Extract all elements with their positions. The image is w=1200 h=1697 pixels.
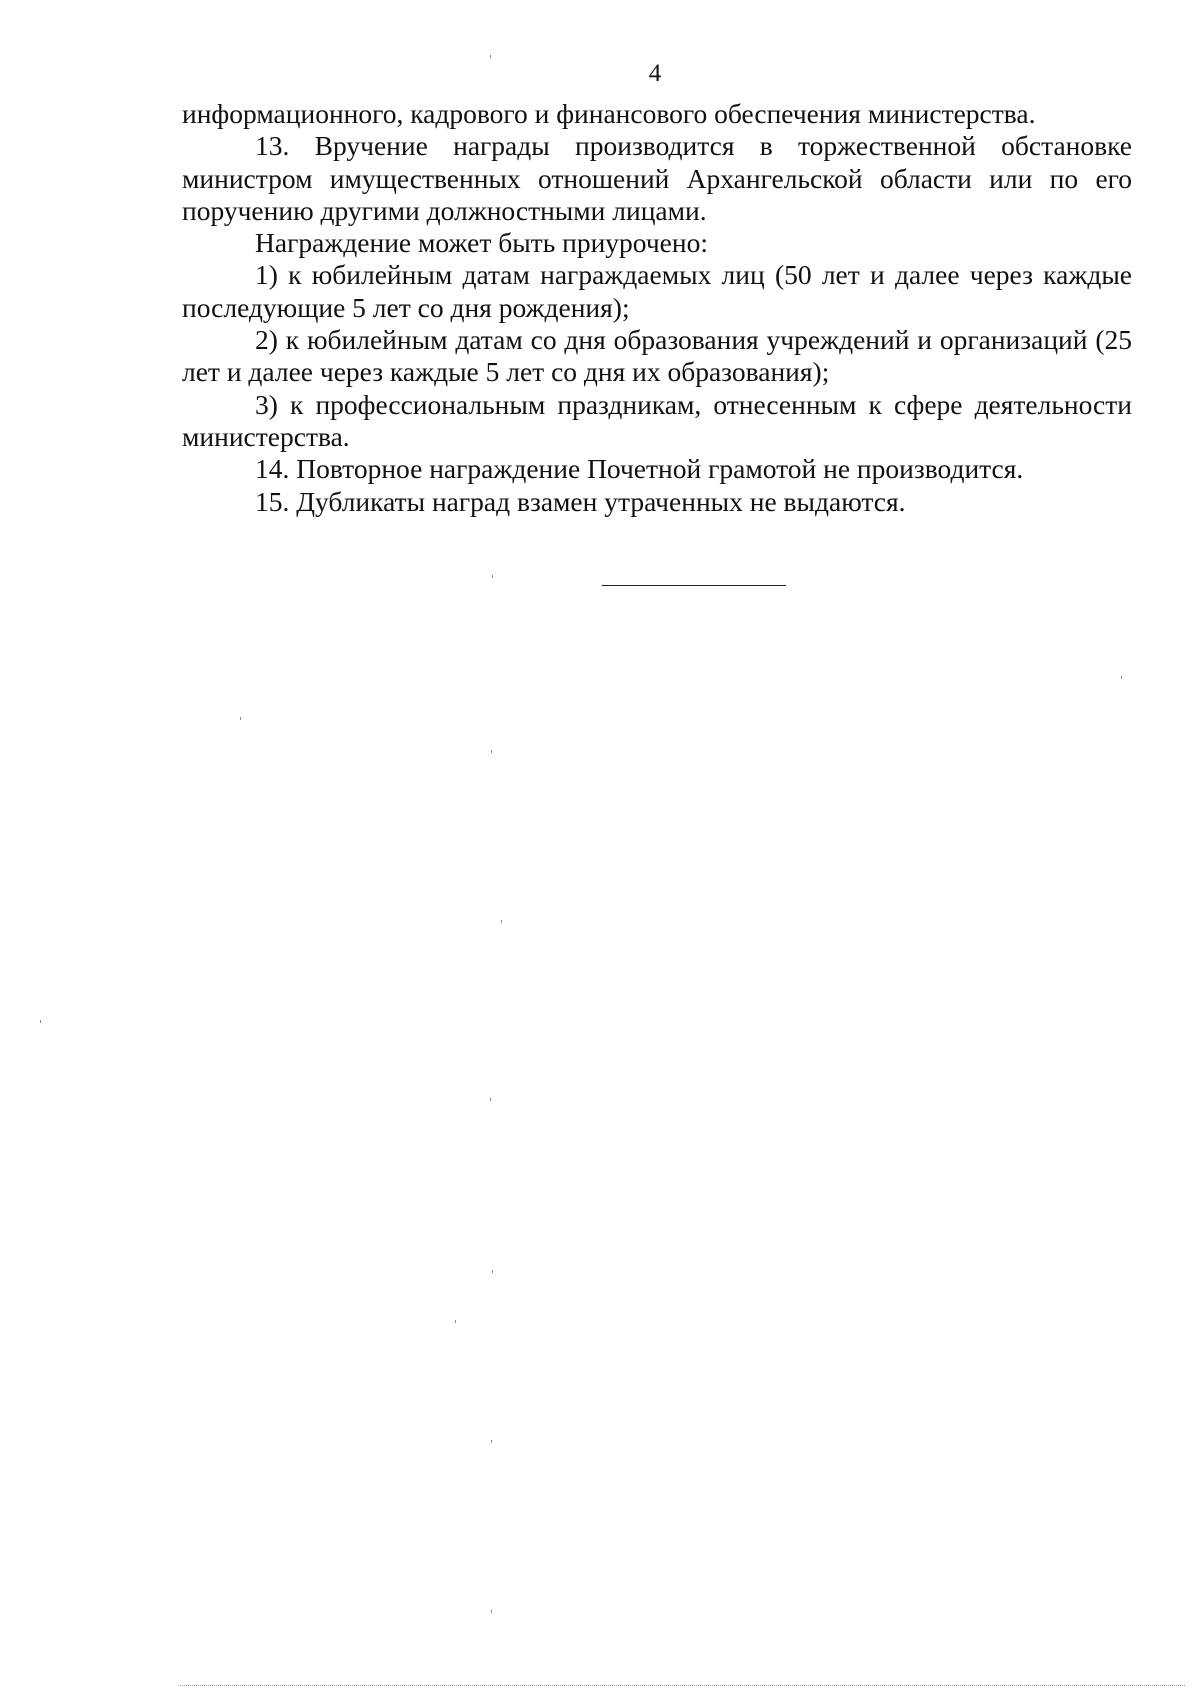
page-number: 4: [648, 60, 662, 87]
scan-speck: [455, 1320, 456, 1323]
scan-speck: [491, 1610, 492, 1613]
scan-speck: [490, 1098, 491, 1101]
paragraph-continuation: информационного, кадрового и финансового обеспечения министерства.: [182, 98, 1036, 129]
paragraph-item-15: 15. Дубликаты наград взамен утраченных не выдаются.: [255, 485, 906, 517]
paragraph-item-13: 13. Вручение награды производится в торжественной обстановке министром имущественных отношений Архангельской области или по его поручению другими должностными лицами.: [182, 130, 1132, 226]
scan-speck: [1121, 676, 1122, 679]
scan-speck: [501, 920, 502, 923]
paragraph-timing-2: 2) к юбилейным датам со дня образования учреждений и организаций (25 лет и далее через каждые 5 лет со дня их образования);: [182, 324, 1132, 388]
paragraph-item-14: 14. Повторное награждение Почетной грамотой не производится.: [255, 453, 1024, 485]
paragraph-timing-3: 3) к профессиональным праздникам, отнесенным к сфере деятельности министерства.: [182, 388, 1132, 452]
paragraph-timing-1: 1) к юбилейным датам награждаемых лиц (50 лет и далее через каждые последующие 5 лет со дня рождения);: [182, 259, 1132, 323]
scan-speck: [492, 575, 493, 578]
document-body: [182, 98, 1132, 518]
scan-speck: [240, 717, 241, 720]
scan-speck: [491, 1440, 492, 1443]
scan-speck: [492, 1270, 493, 1273]
paragraph-timing-intro: Награждение может быть приурочено:: [255, 227, 708, 259]
end-of-document-rule: [602, 585, 786, 586]
scan-speck: [491, 750, 492, 753]
scan-speck: [490, 55, 491, 58]
scan-edge-line: [180, 1685, 1185, 1686]
scan-speck: [40, 1020, 41, 1023]
